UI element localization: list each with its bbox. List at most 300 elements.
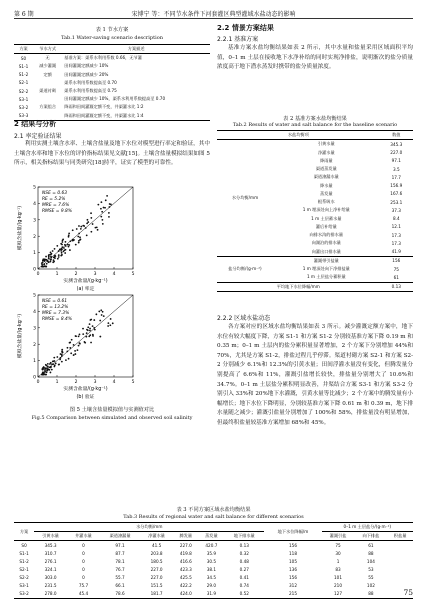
scatter-point (109, 324, 111, 326)
x-tick-label: 0 (36, 380, 40, 385)
scatter-point (86, 222, 88, 224)
scatter-point (78, 345, 80, 347)
x-tick-label: 4 (112, 272, 116, 277)
table3-cell: S1-2 (19, 558, 29, 564)
scatter-point (55, 363, 57, 365)
table3-cell: 55 (368, 575, 374, 581)
table3-cell: 180.5 (150, 558, 163, 564)
table3-cell: 0.32 (239, 550, 249, 556)
y-tick-label: 3 (33, 218, 36, 224)
y-tick-label: 5 (33, 293, 36, 299)
scatter-point (77, 236, 79, 238)
table3-subheader: 渠道渗漏量 (109, 533, 131, 539)
table3-cell: 0 (82, 558, 85, 564)
table-row (14, 565, 413, 573)
scatter-point (50, 372, 52, 374)
figure5 (14, 185, 210, 403)
scatter-point (49, 366, 51, 368)
scatter-point (95, 313, 97, 315)
scatter-point (79, 334, 81, 336)
scatter-point (88, 335, 90, 337)
scatter-point (47, 366, 49, 368)
table2-item: 1 m 土层盐分蓄积量 (306, 274, 346, 280)
scatter-point (61, 252, 63, 254)
y-tick-label: 5 (33, 185, 36, 191)
scatter-point (74, 350, 76, 352)
scatter-point (100, 201, 102, 203)
scatter-point (85, 336, 87, 338)
table3-cell: 75.7 (78, 583, 89, 589)
scatter-point (53, 360, 55, 362)
table2-item: 1 m 埋深处向下净排盐量 (302, 266, 350, 272)
table3-cell: 35.9 (206, 550, 217, 556)
scatter-point (69, 240, 71, 242)
scatter-point (79, 343, 81, 345)
scatter-point (53, 357, 55, 359)
scatter-point (46, 371, 48, 373)
scatter-point (60, 353, 62, 355)
scatter-point (62, 238, 64, 240)
table3-cell: 78.6 (115, 591, 125, 597)
scatter-point (67, 347, 69, 349)
scatter-point (45, 256, 47, 258)
scatter-point (56, 356, 58, 358)
table-row (14, 62, 210, 70)
scatter-point (43, 263, 45, 265)
table1-cell: 基准方案：渠系水利用系数 0.66，无节灌 (64, 55, 142, 61)
table1-cell (33, 95, 62, 103)
x-tick-label: 5 (131, 380, 135, 385)
scatter-point (50, 252, 52, 254)
scatter-point (50, 259, 52, 261)
section-regional-heading: 2.2.2 区域水盐动态 (217, 315, 271, 322)
scatter-point (73, 239, 75, 241)
table3-cell: 276.1 (44, 558, 57, 564)
scatter-point (94, 329, 96, 331)
table2-value: 12.1 (391, 224, 401, 230)
table3-subheader: 腾发量 (179, 533, 193, 539)
scatter-point (58, 250, 60, 252)
fit-statistic: RE = 13.2% (42, 305, 69, 310)
table2-value: 156 (392, 258, 401, 264)
table3-cell: 66.1 (115, 583, 125, 589)
section-results-heading: 2 结果与分析 (14, 120, 57, 128)
y-tick-label: 4 (33, 310, 36, 315)
y-axis-label: 模拟含盐量/(g·kg⁻¹) (18, 205, 23, 251)
running-header-title: 宋博宁 等：不同节水条件下河套灌区典型灌域水盐动态的影响 (131, 11, 296, 18)
table-row (14, 590, 413, 599)
scatter-point (84, 341, 86, 343)
scatter-point (65, 241, 67, 243)
scatter-point (51, 369, 53, 371)
scatter-point (57, 258, 59, 260)
scatter-point (49, 261, 51, 263)
scatter-point (46, 370, 48, 372)
table3-cell: 0.48 (239, 558, 249, 564)
table-row (14, 574, 413, 582)
scatter-point (65, 245, 67, 247)
table2 (217, 130, 413, 292)
table1-cell: 减少灌溉 (39, 63, 57, 69)
y-axis-label: 模拟含盐量/(g·kg⁻¹) (18, 313, 23, 359)
scatter-point (99, 336, 101, 338)
table1-cell: S0 (20, 55, 27, 61)
table3-col-salt: 0–1 m 土层盐分/(g·m⁻²) (322, 523, 413, 532)
scatter-point (110, 318, 112, 320)
scatter-point (64, 249, 66, 251)
table2-caption-cn: 表 2 基准方案水盐均衡结果 (283, 116, 347, 122)
table3-subheader: 引黄水量 (42, 533, 59, 539)
scatter-point (108, 212, 110, 214)
table1-cell: S3-1 (18, 96, 29, 102)
panel-tag: (b) 验证 (76, 395, 95, 400)
scatter-point (71, 339, 73, 341)
scatter-point (41, 374, 43, 376)
scatter-point (74, 353, 76, 355)
section-baseline-heading: 2.2.1 基准方案 (217, 36, 259, 43)
table-row (14, 549, 413, 557)
scatter-point (48, 257, 50, 259)
scatter-point (101, 219, 103, 221)
scatter-point (64, 252, 66, 254)
table1-cell: S2-1 (18, 80, 29, 86)
scatter-point (43, 366, 45, 368)
scatter-point (86, 235, 88, 237)
table2-group-water: 水分均衡/mm (231, 195, 259, 200)
fit-statistic: RMSE = 8.4% (42, 317, 73, 322)
table3-subheader: 灌溉引盐 (329, 533, 347, 539)
table3-cell: 210 (334, 583, 343, 589)
scatter-point (45, 266, 47, 268)
scatter-point (106, 195, 108, 197)
scatter-point (42, 266, 44, 268)
table1-cell: 方案组合 (39, 104, 57, 110)
fit-statistic: NSE = 0.61 (42, 299, 68, 304)
calibration-paragraph: 利用实测土壤含水率、土壤含盐量及地下水位对模型进行率定和验证，其中土壤含水率和地下水位的评价指标结果见文献[15]。土壤含盐量模拟结果如图 5 所示，相关指标结果与同类研究[18]持平，证实了模型的可靠性。 (14, 141, 210, 167)
scatter-point (45, 368, 47, 370)
table3-cell: 88 (368, 591, 374, 597)
table2-item: 向排水沟的排水量 (309, 232, 344, 238)
scatter-point (70, 352, 72, 354)
scatter-point (56, 245, 58, 247)
scatter-point (53, 256, 55, 258)
scatter-point (92, 223, 94, 225)
scatter-point (63, 247, 65, 249)
table3-cell: 0.74 (239, 583, 249, 589)
scatter-point (78, 242, 80, 244)
scatter-point (78, 225, 80, 227)
table3-body (14, 541, 413, 599)
scatter-point (89, 330, 91, 332)
scatter-point (90, 231, 92, 233)
scatter-point (97, 204, 99, 206)
x-axis-label: 实测含盐量/(g·kg⁻¹) (63, 279, 108, 284)
table3-col-scheme: 方案 (14, 523, 34, 541)
scatter-point (98, 311, 100, 313)
fit-statistic: MRE = 7.6% (42, 203, 70, 208)
table2-value: 37.3 (391, 207, 401, 213)
table3-cell: 227.0 (150, 567, 163, 573)
table3-cell: 0.52 (239, 591, 249, 597)
table3-cell: 105 (288, 558, 297, 564)
table1-body (14, 54, 210, 121)
scatter-point (48, 261, 50, 263)
y-tick-label: 0 (33, 375, 36, 381)
scatter-point (67, 244, 69, 246)
table3-cell: 0.27 (239, 567, 249, 573)
section-calibration-heading: 2.1 率定验证结果 (14, 133, 62, 140)
table1-cell: 田间灌溉定额减少 10%，渠系水利用系数提高至 0.70 (64, 96, 166, 102)
table3-cell: S2-2 (19, 575, 29, 581)
table2-value: 227.0 (390, 150, 403, 156)
table2-caption-en: Tab.2 Results of water and salt balance for the baseline scenario (232, 122, 398, 128)
table-row (14, 95, 210, 103)
table3-subheader: 地下排水量 (233, 533, 255, 539)
figure5-caption-cn: 图 5 土壤含盐量模拟值与实测值对比 (69, 407, 155, 413)
scatter-point (69, 347, 71, 349)
table-row (217, 282, 413, 291)
table-row (14, 71, 210, 79)
scatter-point (77, 349, 79, 351)
table2-value: 0.13 (391, 284, 401, 290)
table3-cell: 87.7 (115, 550, 125, 556)
table2-value: 3.5 (392, 166, 400, 172)
figure5-caption-en: Fig.5 Comparison between simulated and observed soil salinity (31, 415, 193, 421)
table2-item: 净灌水量 (317, 149, 335, 155)
table3-cell: 156 (288, 575, 297, 581)
table1-cell: 渠系水利用系数提高至 0.75 (64, 88, 117, 94)
table1-cell: S1-2 (18, 72, 29, 78)
scatter-point (83, 225, 85, 227)
table3-cell: 151.5 (150, 583, 163, 589)
scatter-point (61, 241, 63, 243)
fit-statistic: RE = 5.2% (42, 197, 66, 202)
table3-cell: 0.13 (239, 542, 249, 548)
table2-item: 灌溉带引盐量 (313, 257, 339, 263)
table3-cell: 0 (82, 575, 85, 581)
scatter-point (45, 364, 47, 366)
table3-cell: 312 (288, 583, 297, 589)
table3-cell: 420.7 (205, 542, 218, 548)
scatter-point (78, 335, 80, 337)
scatter-point (102, 311, 104, 313)
table1-col-scheme: 方案 (19, 46, 28, 52)
table3-cell: 88 (368, 550, 374, 556)
scatter-point (61, 246, 63, 248)
y-tick-label: 1 (33, 359, 36, 365)
table3-cell: S3-1 (19, 583, 29, 589)
scatter-point (46, 259, 48, 261)
table2-item: 蒸发量 (320, 190, 333, 196)
scatter-point (53, 366, 55, 368)
table3-subheader: 井灌水量 (75, 533, 92, 539)
table2-item: 向湖泊的排水量 (311, 240, 341, 246)
scatter-point (47, 363, 49, 365)
scatter-point (107, 322, 109, 324)
scatter-point (97, 229, 99, 231)
table3-cell: 215 (288, 591, 297, 597)
table2-item: 引黄水量 (317, 141, 335, 147)
scatter-point (54, 255, 56, 257)
table-row (14, 87, 210, 95)
table2-value: 17.3 (391, 232, 401, 238)
table3-subheader: 蒸发量 (205, 533, 218, 539)
table2-item: 根系吸水 (317, 199, 335, 205)
scatter-point (58, 256, 60, 258)
header-rule (14, 18, 413, 19)
table3-cell: 345.3 (44, 542, 57, 548)
table2-item: 1 m 埋深处向上净补给量 (302, 207, 350, 213)
scatter-point (50, 362, 52, 364)
scatter-point (90, 342, 92, 344)
table2-value: 17.7 (391, 174, 401, 180)
scatter-point (61, 349, 63, 351)
scatter-point (80, 228, 82, 230)
table3-cell: 227.0 (179, 542, 192, 548)
table3-cell: 104 (366, 558, 375, 564)
scatter-point (61, 361, 63, 363)
scatter-point (73, 344, 75, 346)
scatter-point (101, 314, 103, 316)
scatter-point (58, 364, 60, 366)
table3-subheader: 积盐量 (393, 533, 407, 539)
table3-cell: 0 (82, 550, 85, 556)
table2-value: 75 (393, 266, 399, 272)
table3-cell: S3-2 (19, 591, 29, 597)
scatter-point (90, 212, 92, 214)
table1-col-desc: 方案描述 (127, 46, 145, 52)
scatter-point (44, 260, 46, 262)
scatter-point (75, 335, 77, 337)
scatter-point (86, 332, 88, 334)
regional-paragraph: 各方案对应的区域水盐均衡结果如表 3 所示。减少灌溉定额方案中，地下水位有较大幅度下降，方案 S1-1 和方案 S1-2 分别较基准方案下降 0.19 m 和 0.35 m；0–1 m 土层内的盐分累积量显著增加，2 个方案下分别增加 44%和 70%，尤其是方案 S1-2，排盐过程几乎停滞。渠道衬砌方案 S2-1 和方案 S2-2 分别减少 6.1%和 12.3%的引黄水量；田间浮灌水量没有变化，但腾发量分别提高了 6.6%和 11%，灌溉引盐增长较快，排盐量分别增大了 10.6%和 34.7%。0–1 m 土层盐分累积明显改善，井渠结合方案 S3-1 和方案 S3-2 分别引入 33%和 20%地下水灌溉，引黄水量等比减少；2 个方案中的腾发量有小幅增长；地下水位下降明显，分别较基准方案下降 0.61 m 和 0.39 m，地下排水量随之减少；灌溉引盐量分别增加了 100%和 58%，排盐量没有明显增加，但最终积盐量较基准方案增加 68%和 45%。 (217, 324, 413, 426)
scatter-point (68, 358, 70, 360)
table3-cell: 0 (82, 567, 85, 573)
table3-cell: 278.0 (44, 591, 57, 597)
table1-cell: 降雨和田间灌溉定额不变，井渠灌水比 1:4 (64, 112, 144, 118)
table3-cell: 41.5 (151, 542, 162, 548)
x-tick-label: 5 (131, 272, 135, 277)
table3-cell: 181.7 (150, 591, 163, 597)
table3-subheader: 净灌水量 (148, 533, 165, 539)
table3-cell: 118 (288, 550, 297, 556)
scatter-point (76, 228, 78, 230)
scatter-point (50, 254, 52, 256)
table2-item: 降水量 (320, 182, 333, 188)
scatter-point (69, 342, 71, 344)
scatter-point (107, 325, 109, 327)
scatter-point (100, 208, 102, 210)
scatter-point (41, 368, 43, 370)
y-tick-label: 2 (33, 234, 36, 240)
scatter-point (66, 350, 68, 352)
table3-cell: 227.0 (150, 575, 163, 581)
table3-cell: 102 (366, 583, 375, 589)
scatter-point (89, 323, 91, 325)
scatter-point (45, 374, 47, 376)
x-tick-label: 2 (74, 380, 78, 385)
panel-tag: (a) 率定 (76, 287, 95, 292)
table3-cell: 1 (336, 558, 340, 564)
scatter-point (80, 238, 82, 240)
table2-value: 253.1 (390, 199, 403, 205)
table1-cell: 渠道衬砌 (39, 88, 57, 94)
table2-value: 167.6 (390, 191, 403, 197)
scatter-point (102, 223, 104, 225)
scatter-point (112, 322, 114, 324)
table3-cell: 30.5 (206, 558, 217, 564)
scatter-point (60, 357, 62, 359)
scatter-point (109, 203, 111, 205)
fit-statistic: RMSE = 9.8% (42, 209, 73, 214)
table3-cell: 76.7 (115, 567, 125, 573)
table-row (14, 79, 210, 87)
scatter-point (60, 255, 62, 257)
table2-value: 345.3 (390, 141, 403, 147)
scatter-point (43, 374, 45, 376)
table1-caption-cn: 表 1 节水方案 (95, 27, 129, 33)
scatter-point (73, 354, 75, 356)
table-row (217, 256, 413, 265)
table2-value: 41.9 (391, 249, 401, 255)
table3-subheader: 向下排盐 (362, 533, 380, 539)
scatter-point (61, 244, 63, 246)
table3-cell: 75 (335, 542, 341, 548)
scatter-point (89, 328, 91, 330)
table1-cell (33, 79, 62, 87)
table3-cell: 127 (334, 591, 343, 597)
scatter-point (78, 240, 80, 242)
y-tick-label: 0 (33, 267, 36, 273)
table3-cell: 416.6 (179, 558, 192, 564)
table1-cell: 渠系水利用系数提高至 0.70 (64, 79, 117, 85)
table3-cell: 203.8 (150, 550, 163, 556)
scatter-point (108, 216, 110, 218)
y-tick-label: 4 (33, 202, 36, 207)
scatter-point (104, 207, 106, 209)
scatter-point (50, 256, 52, 258)
table3-cell: 423.3 (179, 567, 192, 573)
table3-cell: 31.9 (206, 591, 217, 597)
table3-col-water: 水分均衡/mm (34, 523, 264, 532)
table1-cell: 降雨和田间灌溉定额不变，井渠灌水比 1:2 (64, 104, 144, 110)
scatter-point (90, 217, 92, 219)
scatter-point (100, 216, 102, 218)
scatter-point (101, 211, 103, 213)
table1-caption-en: Tab.1 Water-saving scenario description (61, 35, 163, 41)
scatter-point (82, 333, 84, 335)
table2-item: 灌后补给量 (315, 223, 337, 229)
scatter-point (105, 199, 107, 201)
table1-cell: 无 (45, 55, 50, 61)
scatter-point (85, 227, 87, 229)
scatter-point (68, 236, 70, 238)
scatter-point (60, 250, 62, 252)
running-header-issue: 第 6 期 (14, 11, 34, 18)
fit-statistic: NSE = 0.63 (42, 191, 68, 196)
scatter-point (99, 320, 101, 322)
table-row (217, 140, 413, 149)
x-tick-label: 4 (112, 380, 116, 385)
table1-cell: 定额 (43, 71, 52, 77)
table2-value: 97.1 (391, 158, 401, 164)
table3-cell: 29.0 (206, 583, 217, 589)
table3 (14, 522, 413, 599)
table3-caption-cn: 表 3 不同方案区域水盐均衡结果 (176, 507, 251, 513)
baseline-paragraph: 基准方案水盐均衡结果如表 2 所示，其中水量和盐量采用区域面积平均值，0–1 m 土层在接收地下水净补给的同时实现净排盐，说明渐次的盐分质量浓度高于地下潜水蒸发时携带的盐分质量浓度。 (217, 45, 413, 71)
table3-cell: 30 (335, 550, 341, 556)
scatter-point (87, 219, 89, 221)
